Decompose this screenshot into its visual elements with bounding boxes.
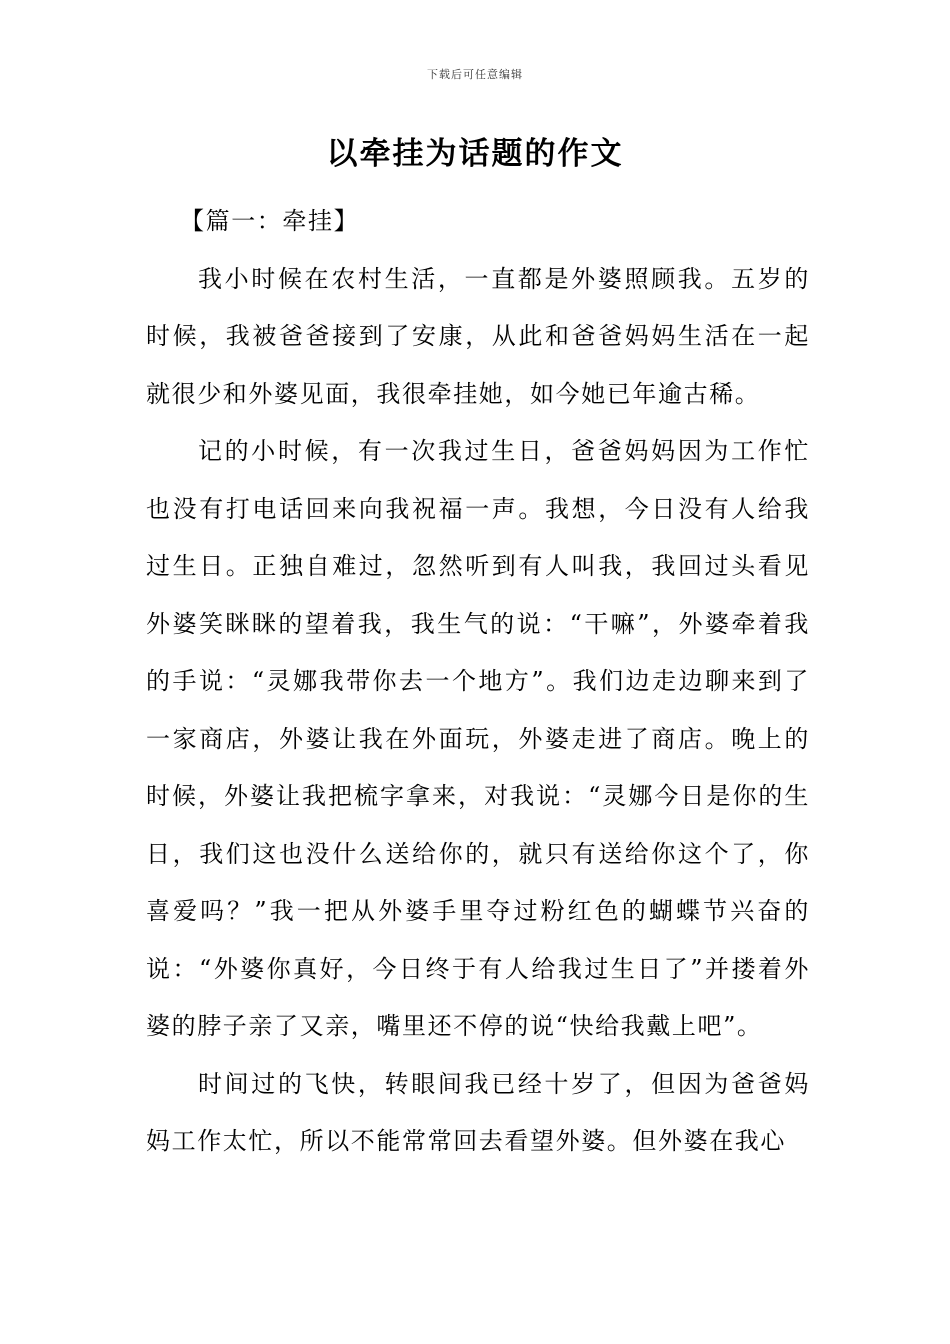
section-heading: 【篇一：牵挂】 [180, 207, 360, 235]
paragraph-3: 时间过的飞快，转眼间我已经十岁了，但因为爸爸妈妈工作太忙，所以不能常常回去看望外婆。但外婆在我心 [146, 1069, 810, 1155]
paragraph-1: 我小时候在农村生活，一直都是外婆照顾我。五岁的时候，我被爸爸接到了安康，从此和爸爸妈妈生活在一起就很少和外婆见面，我很牵挂她，如今她已年逾古稀。 [146, 264, 810, 408]
page-title: 以牵挂为话题的作文 [326, 136, 624, 172]
paragraph-2: 记的小时候，有一次我过生日，爸爸妈妈因为工作忙也没有打电话回来向我祝福一声。我想，今日没有人给我过生日。正独自难过，忽然听到有人叫我，我回过头看见外婆笑眯眯的望着我，我生气的说：“干嘛”，外婆牵着我的手说：“灵娜我带你去一个地方”。我们边走边聊来到了一家商店，外婆让我在外面玩，外婆走进了商店。晚上的时候，外婆让我把梳字拿来，对我说：“灵娜今日是你的生日，我们这也没什么送给你的，就只有送给你这个了，你喜爱吗？”我一把从外婆手里夺过粉红色的蝴蝶节兴奋的说：“外婆你真好，今日终于有人给我过生日了”并搂着外婆的脖子亲了又亲，嘴里还不停的说“快给我戴上吧”。 [146, 437, 810, 1040]
document-body [146, 193, 810, 1171]
header-note: 下载后可任意编辑 [427, 68, 523, 81]
